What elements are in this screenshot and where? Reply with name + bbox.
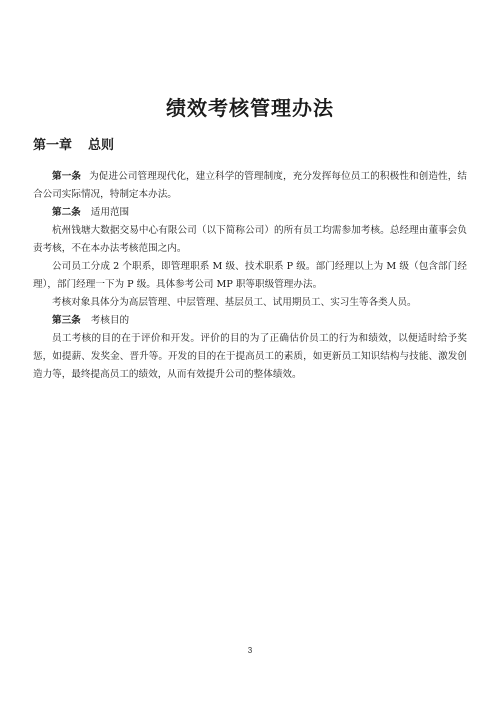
article-2-label: 第二条 xyxy=(52,207,81,218)
article-1-label: 第一条 xyxy=(52,171,82,182)
article-3-heading xyxy=(33,312,467,330)
document-title: 绩效考核管理办法 xyxy=(166,96,334,120)
article-3-label: 第三条 xyxy=(52,315,81,326)
article-2-heading xyxy=(33,204,467,222)
article-3-title: 考核目的 xyxy=(90,315,130,326)
chapter-name: 总则 xyxy=(88,138,115,153)
chapter-number: 第一章 xyxy=(33,138,73,153)
article-3-paragraph-1: 员工考核的目的在于评价和开发。评价的目的为了正确估价员工的行为和绩效，以便适时给予奖惩，如提薪、发奖金、晋升等。开发的目的在于提高员工的素质，如更新员工知识结构与技能、激发创造力等，最终提高员工的绩效，从而有效提升公司的整体绩效。 xyxy=(33,333,467,380)
article-1-text: 为促进公司管理现代化，建立科学的管理制度，充分发挥每位员工的积极性和创造性，结合公司实际情况，特制定本办法。 xyxy=(33,171,468,200)
document-body xyxy=(33,168,467,384)
page-number: 3 xyxy=(247,646,253,655)
article-2-title: 适用范围 xyxy=(90,207,130,218)
article-2-paragraph-2: 公司员工分成 2 个职系，即管理职系 M 级、技术职系 P 级。部门经理以上为 M 级（包含部门经理），部门经理一下为 P 级。具体参考公司 MP 职等职级管理办法。 xyxy=(33,261,467,290)
article-2-paragraph-3: 考核对象具体分为高层管理、中层管理、基层员工、试用期员工、实习生等各类人员。 xyxy=(52,297,417,308)
article-1-paragraph xyxy=(33,168,467,204)
chapter-heading xyxy=(33,134,114,153)
article-2-paragraph-1: 杭州钱塘大数据交易中心有限公司（以下简称公司）的所有员工均需参加考核。总经理由董事会负责考核，不在本办法考核范围之内。 xyxy=(33,225,467,254)
